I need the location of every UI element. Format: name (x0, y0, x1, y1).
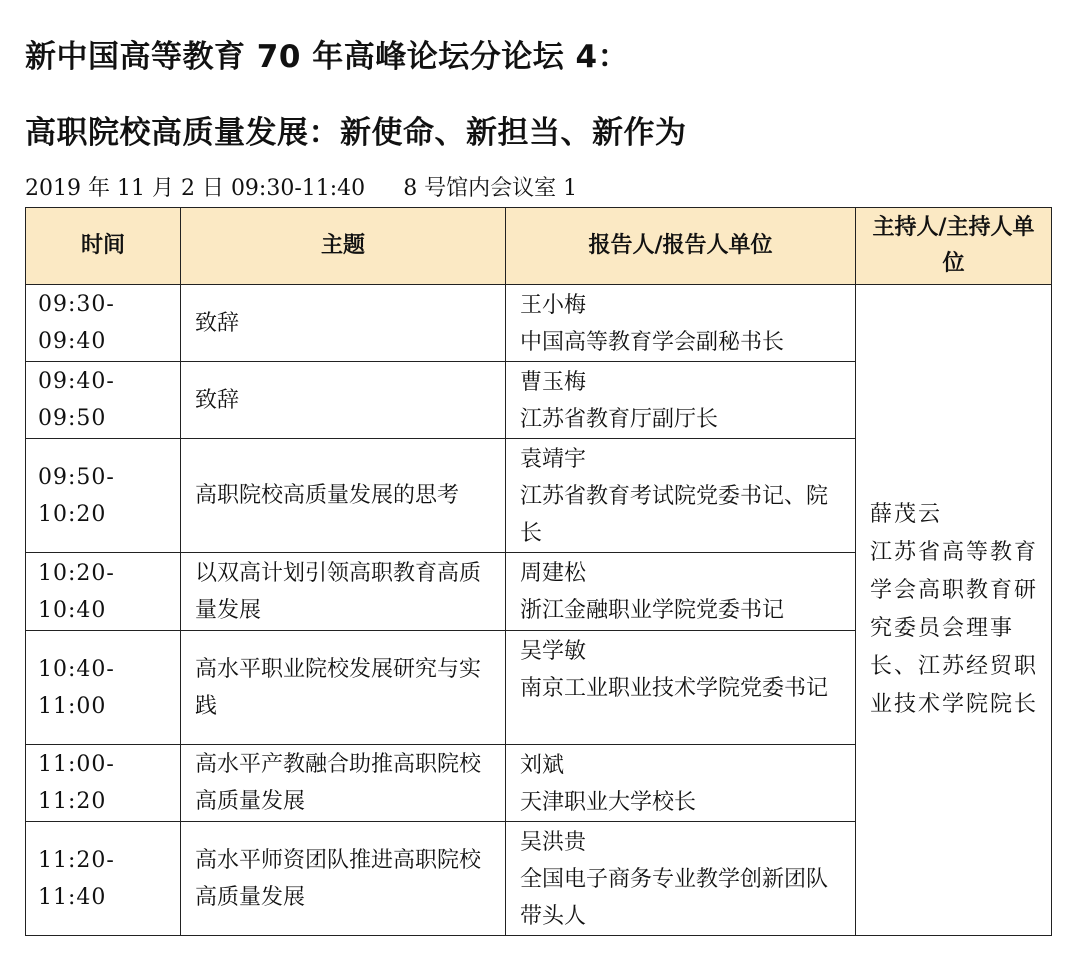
header-speaker: 报告人/报告人单位 (506, 208, 856, 285)
time-end: 10:20 (38, 501, 107, 527)
speaker-name: 周建松 (520, 561, 587, 586)
speaker-cell (506, 285, 856, 362)
speaker-cell (506, 439, 856, 553)
session-date-time: 2019 年 11 月 2 日 09:30-11:40 (25, 176, 366, 201)
topic-cell: 致辞 (181, 362, 506, 439)
time-start: 09:50- (38, 464, 115, 490)
time-end: 10:40 (38, 597, 107, 623)
speaker-cell (506, 822, 856, 936)
time-cell (26, 631, 181, 745)
header-host-label: 主持人/主持人单位 (872, 215, 1035, 276)
session-info (25, 174, 577, 204)
time-start: 11:00- (38, 752, 115, 777)
table-header-row (26, 208, 1052, 285)
speaker-name: 袁靖宇 (520, 447, 587, 472)
speaker-name: 王小梅 (520, 293, 587, 318)
session-venue: 8 号馆内会议室 1 (403, 176, 578, 201)
time-end: 11:00 (38, 693, 107, 719)
speaker-cell (506, 553, 856, 631)
topic-cell: 高水平师资团队推进高职院校高质量发展 (181, 822, 506, 936)
host-cell (856, 285, 1052, 936)
header-topic: 主题 (181, 208, 506, 285)
time-cell (26, 439, 181, 553)
speaker-org: 中国高等教育学会副秘书长 (520, 330, 785, 355)
time-start: 10:40- (38, 656, 115, 682)
topic-cell: 致辞 (181, 285, 506, 362)
time-cell (26, 745, 181, 822)
time-end: 09:50 (38, 406, 107, 431)
schedule-table (25, 207, 1052, 936)
header-host (856, 208, 1052, 285)
header-time: 时间 (26, 208, 181, 285)
host-org: 江苏省高等教育学会高职教育研究委员会理事长、江苏经贸职业技术学院院长 (870, 540, 1039, 717)
speaker-org: 天津职业大学校长 (520, 790, 697, 815)
speaker-name: 刘斌 (520, 753, 565, 778)
table-row (26, 285, 1052, 362)
speaker-cell (506, 631, 856, 745)
time-start: 11:20- (38, 847, 115, 873)
topic-cell: 以双高计划引领高职教育高质量发展 (181, 553, 506, 631)
speaker-org: 全国电子商务专业教学创新团队带头人 (520, 867, 829, 929)
time-start: 09:40- (38, 369, 115, 394)
speaker-org: 江苏省教育厅副厅长 (520, 407, 719, 432)
host-name: 薛茂云 (870, 502, 943, 527)
topic-cell: 高水平职业院校发展研究与实践 (181, 631, 506, 745)
topic-cell: 高职院校高质量发展的思考 (181, 439, 506, 553)
speaker-cell (506, 745, 856, 822)
page-title: 新中国高等教育 70 年高峰论坛分论坛 4： (25, 39, 630, 75)
time-cell (26, 362, 181, 439)
speaker-org: 江苏省教育考试院党委书记、院长 (520, 484, 829, 546)
time-cell (26, 285, 181, 362)
time-cell (26, 822, 181, 936)
topic-cell: 高水平产教融合助推高职院校高质量发展 (181, 745, 506, 822)
speaker-org: 浙江金融职业学院党委书记 (520, 598, 785, 623)
speaker-name: 吴洪贵 (520, 830, 587, 855)
speaker-name: 曹玉梅 (520, 370, 587, 395)
time-end: 11:40 (38, 884, 107, 910)
page-subtitle: 高职院校高质量发展：新使命、新担当、新作为 (25, 115, 687, 151)
speaker-name: 吴学敏 (520, 639, 587, 664)
time-start: 10:20- (38, 560, 115, 586)
speaker-org: 南京工业职业技术学院党委书记 (520, 676, 829, 701)
time-cell (26, 553, 181, 631)
time-end: 09:40 (38, 329, 107, 354)
time-end: 11:20 (38, 789, 107, 814)
speaker-cell (506, 362, 856, 439)
time-start: 09:30- (38, 292, 115, 317)
